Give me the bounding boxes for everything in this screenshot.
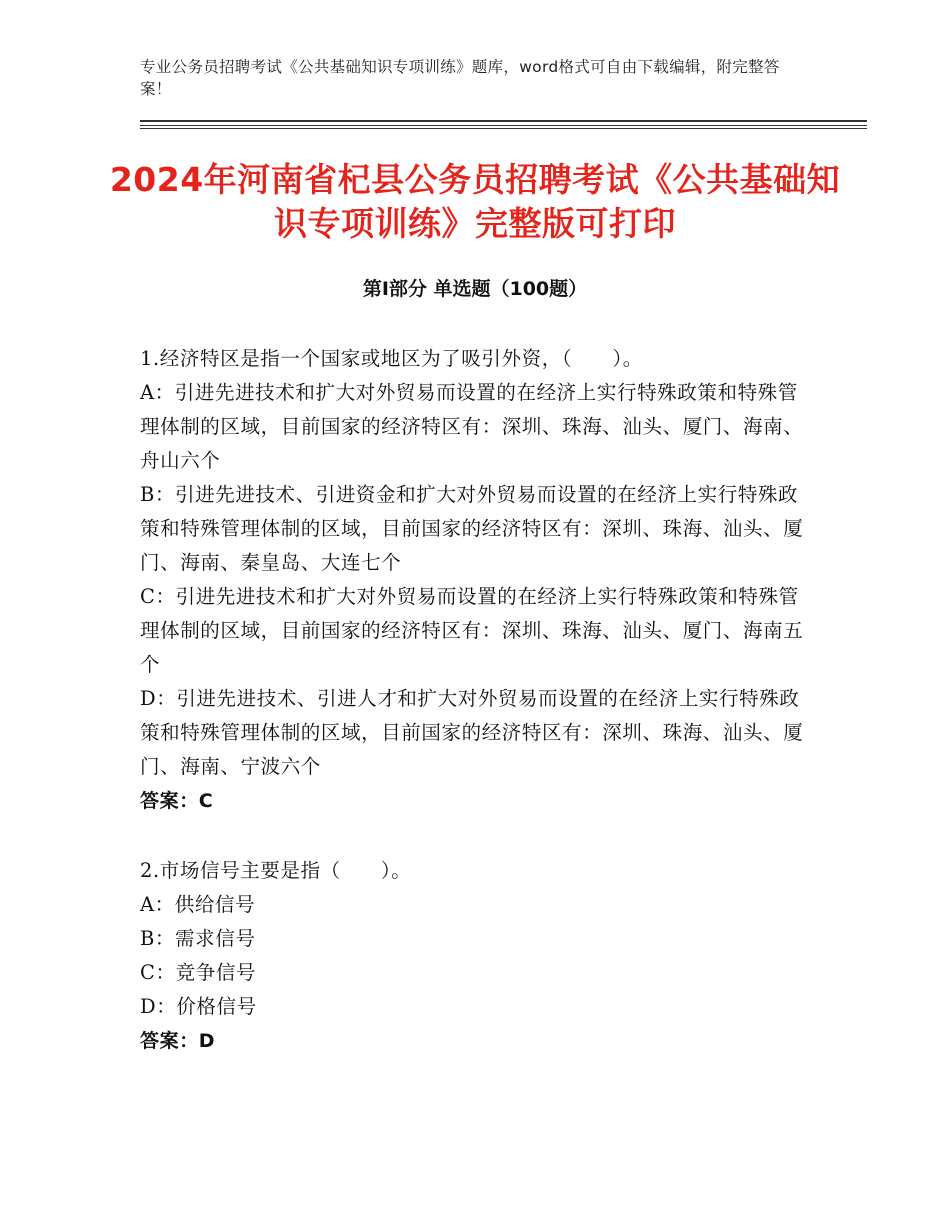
document-title: 2024年河南省杞县公务员招聘考试《公共基础知识专项训练》完整版可打印 (109, 160, 841, 243)
answer: 答案：D (140, 1030, 216, 1052)
option-a: A：引进先进技术和扩大对外贸易而设置的在经济上实行特殊政策和特殊管理体制的区域，目前国家的经济特区有：深圳、珠海、汕头、厦门、海南、舟山六个 (140, 381, 804, 472)
question-2 (140, 854, 812, 1058)
option-d: D：价格信号 (140, 995, 257, 1018)
option-b: B：需求信号 (140, 927, 256, 950)
header-rule-thin-2 (140, 128, 867, 129)
answer: 答案：C (140, 790, 214, 812)
section-title: 第Ⅰ部分 单选题（100题） (362, 278, 588, 300)
option-b: B：引进先进技术、引进资金和扩大对外贸易而设置的在经济上实行特殊政策和特殊管理体制的区域，目前国家的经济特区有：深圳、珠海、汕头、厦门、海南、秦皇岛、大连七个 (140, 483, 804, 574)
question-stem: 1.经济特区是指一个国家或地区为了吸引外资，（ ）。 (140, 347, 643, 370)
header-note: 专业公务员招聘考试《公共基础知识专项训练》题库，word格式可自由下载编辑，附完整答案！ (140, 58, 780, 98)
option-c: C：竞争信号 (140, 961, 257, 984)
option-d: D：引进先进技术、引进人才和扩大对外贸易而设置的在经济上实行特殊政策和特殊管理体制的区域，目前国家的经济特区有：深圳、珠海、汕头、厦门、海南、宁波六个 (140, 687, 804, 778)
option-a: A：供给信号 (140, 893, 256, 916)
header-rule-thin (140, 125, 867, 126)
question-stem: 2.市场信号主要是指（ ）。 (140, 859, 412, 882)
question-1 (140, 342, 812, 818)
option-c: C：引进先进技术和扩大对外贸易而设置的在经济上实行特殊政策和特殊管理体制的区域，目前国家的经济特区有：深圳、珠海、汕头、厦门、海南五个 (140, 585, 804, 676)
header-rule-thick (140, 120, 867, 122)
